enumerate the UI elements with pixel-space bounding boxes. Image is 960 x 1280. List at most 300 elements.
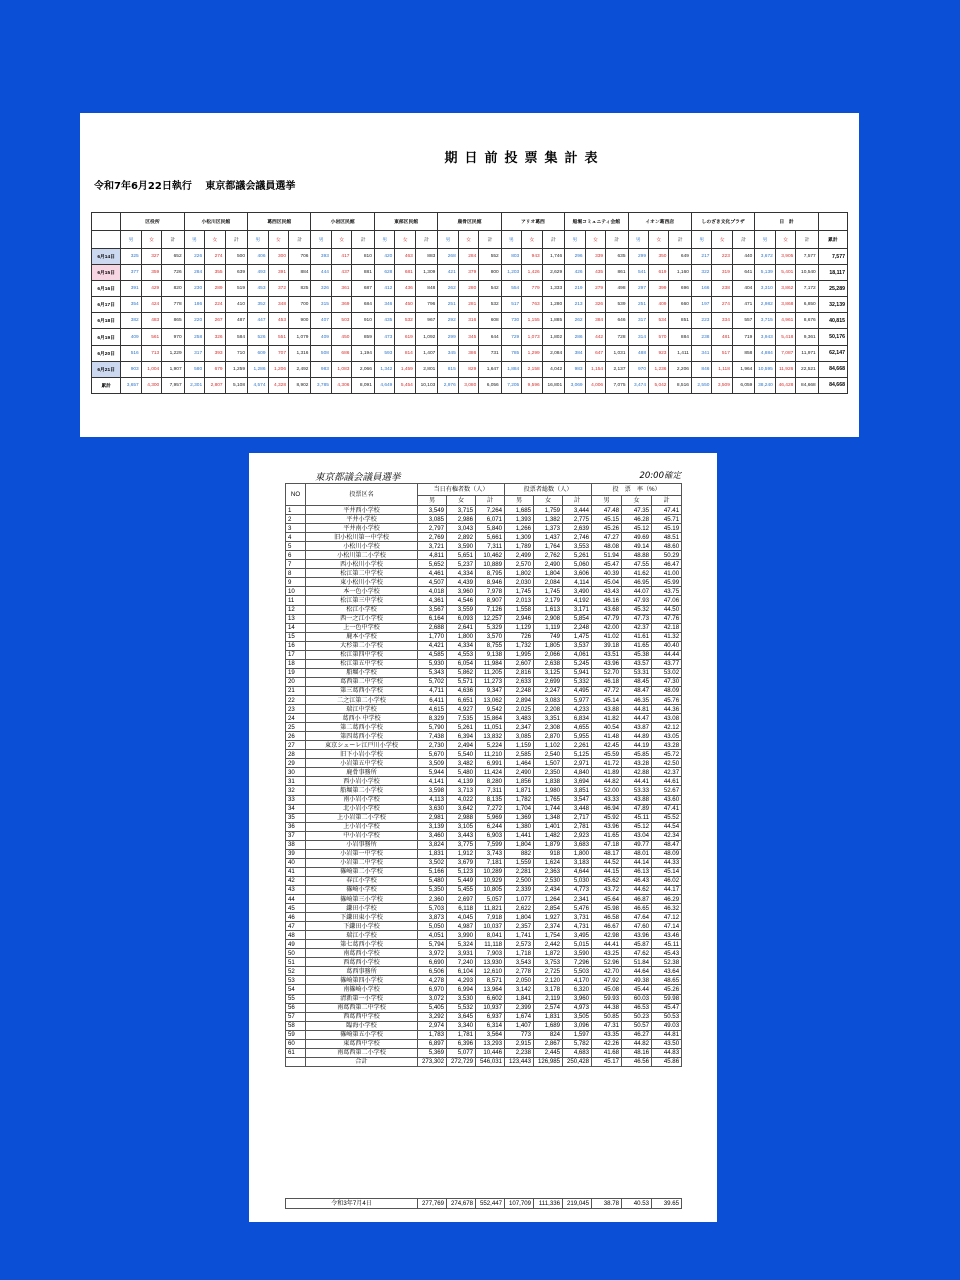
count-cell: 532 xyxy=(479,297,501,313)
district-value: 3,483 xyxy=(505,714,534,723)
district-value: 41.82 xyxy=(592,714,622,723)
district-value: 2,946 xyxy=(505,614,534,623)
count-cell: 355 xyxy=(205,265,225,281)
count-cell: 1,280 xyxy=(542,297,564,313)
district-value: 1,754 xyxy=(534,931,563,940)
venue-header: しのざき文化プラザ xyxy=(691,213,754,231)
date-row xyxy=(92,265,848,281)
count-cell: 1,299 xyxy=(522,345,542,361)
district-value: 51.94 xyxy=(592,551,622,560)
district-value: 5,480 xyxy=(418,876,447,885)
count-cell: 453 xyxy=(268,313,288,329)
district-value: 42.37 xyxy=(652,768,682,777)
district-value: 5,480 xyxy=(447,768,476,777)
district-value: 48.09 xyxy=(652,849,682,858)
total-cell: 3,080 xyxy=(458,377,478,393)
district-no: 31 xyxy=(286,777,306,786)
district-value: 59.98 xyxy=(652,994,682,1003)
count-cell: 1,342 xyxy=(374,361,394,377)
date-row xyxy=(92,297,848,313)
district-value: 1,077 xyxy=(505,895,534,904)
district-no: 33 xyxy=(286,795,306,804)
district-name: 篠崎第四小学校 xyxy=(306,976,418,985)
district-name: 小岩第五中学校 xyxy=(306,759,418,768)
female-header: 女 xyxy=(458,231,478,249)
date-row xyxy=(92,329,848,345)
district-value: 4,987 xyxy=(447,922,476,931)
count-cell: 778 xyxy=(162,297,184,313)
district-value: 51.84 xyxy=(622,958,652,967)
district-value: 7,918 xyxy=(476,913,505,922)
district-value: 1,475 xyxy=(563,632,592,641)
district-value: 3,142 xyxy=(505,985,534,994)
count-cell: 220 xyxy=(184,313,204,329)
count-cell: 707 xyxy=(268,345,288,361)
early-voting-table xyxy=(91,212,848,394)
district-no: 43 xyxy=(286,885,306,894)
cumulative-cell: 32,139 xyxy=(818,297,847,313)
district-value: 43.96 xyxy=(592,659,622,668)
district-value: 3,851 xyxy=(563,786,592,795)
district-name: 小岩事務所 xyxy=(306,840,418,849)
district-no: 6 xyxy=(286,551,306,560)
district-value: 1,745 xyxy=(505,587,534,596)
count-cell: 796 xyxy=(415,297,437,313)
count-cell: 539 xyxy=(606,297,628,313)
district-value: 45.14 xyxy=(652,867,682,876)
district-no: 59 xyxy=(286,1030,306,1039)
district-name: 南葛西第二小学校 xyxy=(306,1048,418,1057)
date-cell: 6月19日 xyxy=(92,329,121,345)
count-cell: 628 xyxy=(374,265,394,281)
district-value: 2,769 xyxy=(418,533,447,542)
district-value: 1,732 xyxy=(505,641,534,650)
district-name: 篠崎小学校 xyxy=(306,885,418,894)
early-voting-title: 期日前投票集計表 xyxy=(444,151,605,166)
district-row xyxy=(286,569,682,578)
district-value: 1,380 xyxy=(505,822,534,831)
corner-cell xyxy=(92,231,121,249)
district-value: 2,725 xyxy=(534,967,563,976)
district-value: 5,651 xyxy=(447,551,476,560)
district-row xyxy=(286,686,682,695)
district-value: 1,674 xyxy=(505,1012,534,1021)
district-value: 45.85 xyxy=(622,750,652,759)
total-header: 計 xyxy=(225,231,247,249)
corner-cell xyxy=(818,213,847,231)
district-value: 3,537 xyxy=(563,641,592,650)
district-row xyxy=(286,641,682,650)
venue-header: 船堀コミュニティ会館 xyxy=(565,213,628,231)
count-cell: 3,715 xyxy=(755,313,775,329)
count-cell: 197 xyxy=(691,297,711,313)
previous-election-value: 107,709 xyxy=(505,1199,534,1209)
district-name: 春江小学校 xyxy=(306,876,418,885)
district-row xyxy=(286,1003,682,1012)
district-no: 54 xyxy=(286,985,306,994)
total-cell: 6,059 xyxy=(732,377,754,393)
count-cell: 361 xyxy=(331,281,351,297)
count-cell: 420 xyxy=(374,249,394,265)
male-header: 男 xyxy=(691,231,711,249)
district-value: 2,490 xyxy=(505,768,534,777)
count-cell: 377 xyxy=(121,265,141,281)
district-value: 41.65 xyxy=(592,831,622,840)
female-header: 女 xyxy=(268,231,288,249)
district-value: 49.38 xyxy=(622,976,652,985)
district-value: 43.64 xyxy=(652,967,682,976)
district-name: 南葛西第二中学校 xyxy=(306,1003,418,1012)
district-value: 8,755 xyxy=(476,641,505,650)
count-cell: 686 xyxy=(331,345,351,361)
district-value: 47.06 xyxy=(652,596,682,605)
district-row xyxy=(286,542,682,551)
district-value: 10,889 xyxy=(476,560,505,569)
district-value: 45.26 xyxy=(592,524,622,533)
district-value: 1,401 xyxy=(534,822,563,831)
district-row xyxy=(286,876,682,885)
count-cell: 4,042 xyxy=(542,361,564,377)
district-value: 2,573 xyxy=(505,940,534,949)
district-value: 3,125 xyxy=(534,668,563,677)
district-value: 50.29 xyxy=(652,551,682,560)
district-value: 2,374 xyxy=(534,922,563,931)
district-value: 47.12 xyxy=(652,913,682,922)
sex-header-row xyxy=(92,231,848,249)
count-cell: 379 xyxy=(458,265,478,281)
district-value: 45.15 xyxy=(592,515,622,524)
district-row xyxy=(286,533,682,542)
count-cell: 859 xyxy=(352,329,374,345)
district-value: 45.38 xyxy=(622,650,652,659)
count-cell: 884 xyxy=(669,329,691,345)
district-no: 12 xyxy=(286,605,306,614)
district-value: 6,093 xyxy=(447,614,476,623)
count-cell: 970 xyxy=(628,361,648,377)
district-row xyxy=(286,958,682,967)
district-value: 2,762 xyxy=(534,551,563,560)
district-value: 8,571 xyxy=(476,976,505,985)
count-cell: 1,194 xyxy=(352,345,374,361)
district-value: 1,789 xyxy=(505,542,534,551)
date-row xyxy=(92,281,848,297)
total-cell: 8,516 xyxy=(669,377,691,393)
district-value: 5,790 xyxy=(418,723,447,732)
district-value: 39.18 xyxy=(592,641,622,650)
district-value: 6,394 xyxy=(447,732,476,741)
district-value: 4,461 xyxy=(418,569,447,578)
count-cell: 471 xyxy=(732,297,754,313)
district-value: 2,974 xyxy=(418,1021,447,1030)
count-cell: 649 xyxy=(669,249,691,265)
count-cell: 341 xyxy=(691,345,711,361)
male-header: 男 xyxy=(501,231,521,249)
district-value: 3,505 xyxy=(563,1012,592,1021)
district-value: 3,096 xyxy=(563,1021,592,1030)
total-cell: 9,596 xyxy=(522,377,542,393)
district-value: 3,547 xyxy=(563,795,592,804)
count-cell: 848 xyxy=(415,281,437,297)
district-value: 2,971 xyxy=(563,759,592,768)
district-value: 4,051 xyxy=(418,931,447,940)
district-value: 3,085 xyxy=(418,515,447,524)
early-voting-sheet xyxy=(80,113,859,437)
district-value: 10,289 xyxy=(476,867,505,876)
district-value: 6,244 xyxy=(476,822,505,831)
district-row xyxy=(286,904,682,913)
total-cell: 4,300 xyxy=(141,377,161,393)
district-value: 1,745 xyxy=(534,587,563,596)
district-value: 2,923 xyxy=(563,831,592,840)
district-no: 7 xyxy=(286,560,306,569)
district-value: 5,332 xyxy=(563,677,592,686)
count-cell: 325 xyxy=(121,249,141,265)
count-cell: 608 xyxy=(479,313,501,329)
district-value: 3,292 xyxy=(418,1012,447,1021)
count-cell: 372 xyxy=(268,281,288,297)
district-value: 2,025 xyxy=(505,705,534,714)
district-value: 43.88 xyxy=(592,705,622,714)
district-value: 44.33 xyxy=(652,858,682,867)
district-value: 1,831 xyxy=(418,849,447,858)
district-value: 46.67 xyxy=(592,922,622,931)
district-value: 42.70 xyxy=(592,967,622,976)
district-row xyxy=(286,668,682,677)
district-name: 西葛西中学校 xyxy=(306,1012,418,1021)
female-header: 女 xyxy=(522,231,542,249)
district-value: 7,126 xyxy=(476,605,505,614)
total-no-cell xyxy=(286,1057,306,1066)
district-value: 47.35 xyxy=(622,506,652,515)
district-value: 41.72 xyxy=(592,759,622,768)
date-cell: 6月17日 xyxy=(92,297,121,313)
district-value: 49.69 xyxy=(622,533,652,542)
district-no: 23 xyxy=(286,705,306,714)
count-cell: 923 xyxy=(649,345,669,361)
district-value: 52.67 xyxy=(652,786,682,795)
district-value: 50.85 xyxy=(592,1012,622,1021)
cumulative-cell: 7,577 xyxy=(818,249,847,265)
grand-total-row xyxy=(92,377,848,393)
district-name: 平井西小学校 xyxy=(306,506,418,515)
district-no: 56 xyxy=(286,1003,306,1012)
district-value: 41.00 xyxy=(652,569,682,578)
count-cell: 700 xyxy=(289,297,311,313)
cumulative-header: 累計 xyxy=(818,231,847,249)
district-value: 2,688 xyxy=(418,623,447,632)
count-cell: 350 xyxy=(649,249,669,265)
district-value: 5,794 xyxy=(418,940,447,949)
count-cell: 1,316 xyxy=(289,345,311,361)
district-value: 4,045 xyxy=(447,913,476,922)
district-value: 3,731 xyxy=(563,913,592,922)
district-value: 53.31 xyxy=(622,668,652,677)
count-cell: 1,118 xyxy=(712,361,732,377)
district-value: 7,438 xyxy=(418,732,447,741)
venue-header: 区役所 xyxy=(121,213,184,231)
district-value: 9,347 xyxy=(476,686,505,695)
count-cell: 2,629 xyxy=(542,265,564,281)
count-cell: 406 xyxy=(248,249,268,265)
count-cell: 359 xyxy=(141,265,161,281)
total-cell: 4,306 xyxy=(331,377,351,393)
count-cell: 639 xyxy=(225,265,247,281)
district-value: 47.92 xyxy=(592,976,622,985)
count-cell: 5,139 xyxy=(755,265,775,281)
count-cell: 450 xyxy=(331,329,351,345)
date-cell: 6月20日 xyxy=(92,345,121,361)
district-value: 44.64 xyxy=(622,967,652,976)
count-cell: 2,492 xyxy=(289,361,311,377)
district-value: 2,697 xyxy=(447,895,476,904)
district-value: 3,824 xyxy=(418,840,447,849)
district-value: 43.88 xyxy=(622,795,652,804)
district-value: 44.36 xyxy=(652,705,682,714)
count-cell: 292 xyxy=(438,313,458,329)
district-value: 13,062 xyxy=(476,695,505,704)
count-cell: 858 xyxy=(732,345,754,361)
district-name: 篠崎第二小学校 xyxy=(306,867,418,876)
district-row xyxy=(286,723,682,732)
district-value: 46.65 xyxy=(622,904,652,913)
district-value: 43.08 xyxy=(652,714,682,723)
district-value: 1,800 xyxy=(563,849,592,858)
district-value: 2,870 xyxy=(534,732,563,741)
district-value: 45.87 xyxy=(622,940,652,949)
district-name: 小岩第一中学校 xyxy=(306,849,418,858)
district-value: 45.98 xyxy=(592,904,622,913)
count-cell: 851 xyxy=(669,313,691,329)
count-cell: 3,672 xyxy=(755,249,775,265)
district-value: 4,615 xyxy=(418,705,447,714)
district-value: 824 xyxy=(534,1030,563,1039)
previous-election-value: 552,447 xyxy=(476,1199,505,1209)
district-value: 44.19 xyxy=(622,741,652,750)
district-name: 上小岩小学校 xyxy=(306,822,418,831)
count-cell: 463 xyxy=(395,249,415,265)
district-value: 6,602 xyxy=(476,994,505,1003)
count-cell: 279 xyxy=(585,281,605,297)
district-value: 2,585 xyxy=(505,750,534,759)
female-header: 女 xyxy=(622,496,652,506)
district-value: 3,460 xyxy=(418,831,447,840)
district-value: 1,407 xyxy=(505,1021,534,1030)
district-value: 8,907 xyxy=(476,596,505,605)
district-value: 2,179 xyxy=(534,596,563,605)
district-value: 7,240 xyxy=(447,958,476,967)
male-header: 男 xyxy=(565,231,585,249)
count-cell: 6,850 xyxy=(796,297,818,313)
district-row xyxy=(286,931,682,940)
count-cell: 424 xyxy=(141,297,161,313)
district-value: 1,912 xyxy=(447,849,476,858)
district-value: 47.62 xyxy=(622,949,652,958)
count-cell: 409 xyxy=(649,297,669,313)
district-value: 2,248 xyxy=(505,686,534,695)
count-cell: 983 xyxy=(311,361,331,377)
district-value: 3,072 xyxy=(418,994,447,1003)
district-value: 3,721 xyxy=(418,542,447,551)
district-value: 1,759 xyxy=(534,506,563,515)
total-cell: 3,785 xyxy=(311,377,331,393)
district-value: 2,494 xyxy=(447,741,476,750)
district-value: 6,937 xyxy=(476,1012,505,1021)
district-no: 60 xyxy=(286,1039,306,1048)
count-cell: 3,310 xyxy=(755,281,775,297)
district-row xyxy=(286,976,682,985)
district-value: 7,311 xyxy=(476,542,505,551)
count-cell: 9,361 xyxy=(796,329,818,345)
district-no: 13 xyxy=(286,614,306,623)
district-value: 6,314 xyxy=(476,1021,505,1030)
total-header: 計 xyxy=(669,231,691,249)
count-cell: 223 xyxy=(691,313,711,329)
count-cell: 345 xyxy=(458,329,478,345)
district-name: 東葛西中学校 xyxy=(306,1039,418,1048)
district-value: 46.18 xyxy=(592,677,622,686)
count-cell: 1,884 xyxy=(501,361,521,377)
count-cell: 217 xyxy=(691,249,711,265)
district-name: 上小岩第二小学校 xyxy=(306,813,418,822)
count-cell: 219 xyxy=(565,281,585,297)
district-value: 2,986 xyxy=(447,515,476,524)
district-value: 5,862 xyxy=(447,668,476,677)
district-value: 44.15 xyxy=(592,867,622,876)
district-value: 5,532 xyxy=(447,1003,476,1012)
total-cell: 6,056 xyxy=(479,377,501,393)
district-no: 4 xyxy=(286,533,306,542)
venue-header-row xyxy=(92,213,848,231)
count-cell: 1,073 xyxy=(522,329,542,345)
district-name: 第三葛西小学校 xyxy=(306,686,418,695)
count-cell: 883 xyxy=(415,249,437,265)
count-cell: 399 xyxy=(649,281,669,297)
district-value: 47.89 xyxy=(622,804,652,813)
count-cell: 1,236 xyxy=(649,361,669,377)
district-name: 松江第三中学校 xyxy=(306,596,418,605)
district-value: 44.50 xyxy=(652,605,682,614)
district-value: 48.60 xyxy=(652,542,682,551)
district-name: 小松川第二小学校 xyxy=(306,551,418,560)
district-value: 50.53 xyxy=(652,1012,682,1021)
district-value: 46.27 xyxy=(622,1030,652,1039)
count-cell: 2,801 xyxy=(415,361,437,377)
district-value: 2,360 xyxy=(418,895,447,904)
district-value: 53.02 xyxy=(652,668,682,677)
count-cell: 327 xyxy=(141,249,161,265)
total-cell: 5,042 xyxy=(649,377,669,393)
date-cell: 6月15日 xyxy=(92,265,121,281)
district-value: 41.65 xyxy=(622,641,652,650)
male-header: 男 xyxy=(438,231,458,249)
district-row xyxy=(286,524,682,533)
district-value: 5,123 xyxy=(447,867,476,876)
district-row xyxy=(286,1021,682,1030)
count-cell: 557 xyxy=(732,313,754,329)
venue-header: 日 計 xyxy=(755,213,818,231)
total-header: 計 xyxy=(479,231,501,249)
district-value: 3,530 xyxy=(447,994,476,1003)
district-value: 4,973 xyxy=(563,1003,592,1012)
district-row xyxy=(286,732,682,741)
count-cell: 213 xyxy=(565,297,585,313)
district-value: 52.70 xyxy=(592,668,622,677)
district-value: 4,711 xyxy=(418,686,447,695)
district-value: 44.52 xyxy=(592,858,622,867)
district-value: 6,320 xyxy=(563,985,592,994)
venue-header: アリオ葛西 xyxy=(501,213,564,231)
count-cell: 487 xyxy=(225,313,247,329)
